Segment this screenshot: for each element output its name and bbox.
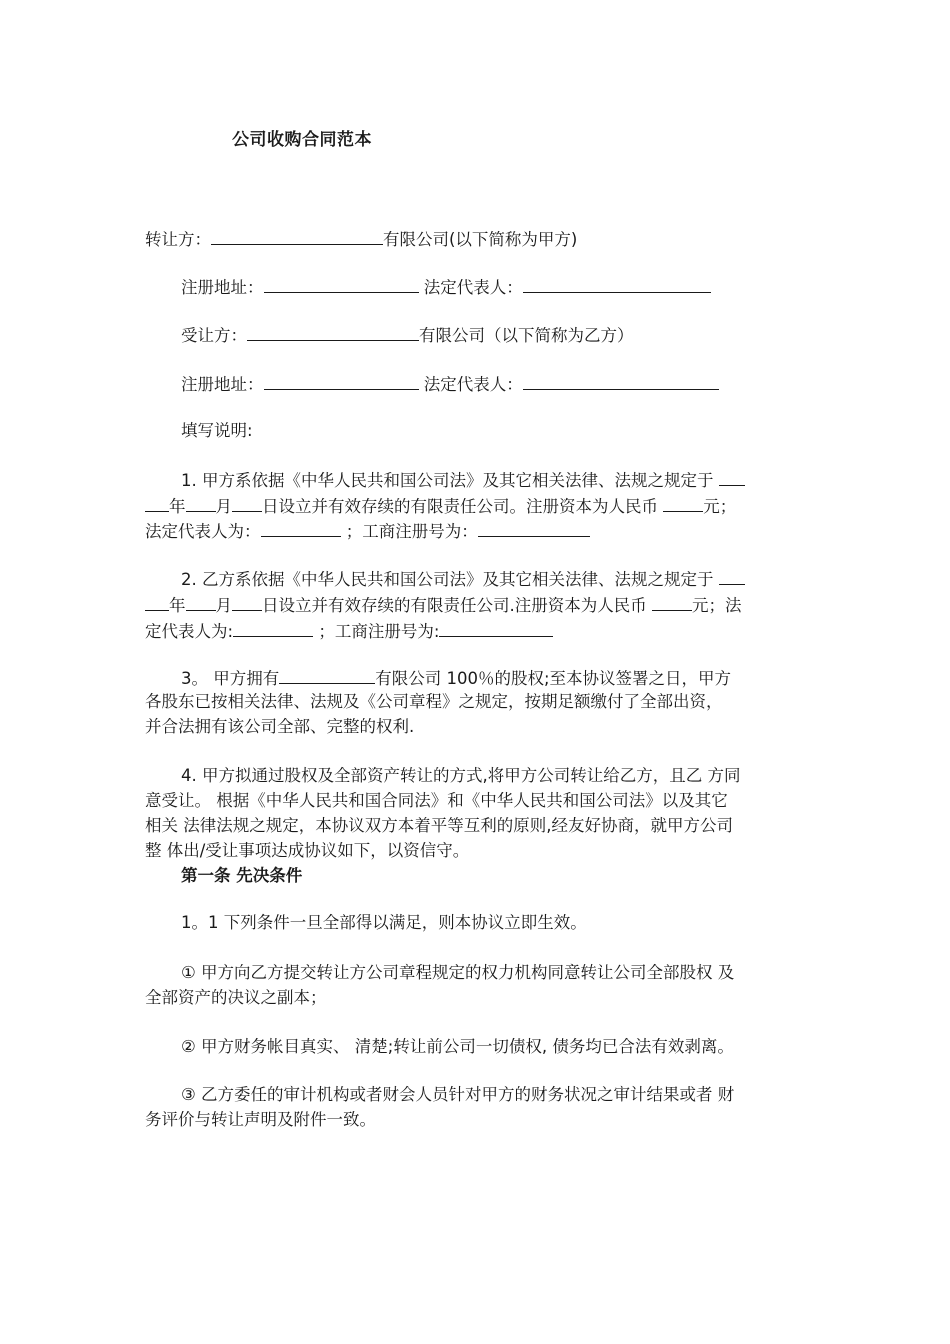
condition1-line1: ① 甲方向乙方提交转让方公司章程规定的权力机构同意转让公司全部股权 及 bbox=[181, 963, 735, 982]
item1-year-blank-b[interactable] bbox=[145, 493, 169, 512]
item2-line2 bbox=[145, 592, 805, 618]
item1-line1 bbox=[181, 467, 841, 493]
transferor-registration-line bbox=[181, 274, 841, 300]
article1-clause-1-1: 1。1 下列条件一旦全部得以满足，则本协议立即生效。 bbox=[181, 913, 587, 932]
item1-text: 1. 甲方系依据《中华人民共和国公司法》及其它相关法律、法规之规定于 bbox=[181, 471, 714, 490]
transferee-label: 受让方： bbox=[181, 326, 247, 345]
item3-prefix: 3。 甲方拥有 bbox=[181, 669, 280, 688]
transferor-rep-blank[interactable] bbox=[523, 274, 711, 293]
transferor-address-blank[interactable] bbox=[264, 274, 419, 293]
transferee-registration-line bbox=[181, 371, 841, 397]
transferee-suffix: 有限公司（以下简称为乙方） bbox=[419, 326, 634, 345]
article1-heading: 第一条 先决条件 bbox=[181, 866, 303, 885]
item2-text: 2. 乙方系依据《中华人民共和国公司法》及其它相关法律、法规之规定于 bbox=[181, 570, 714, 589]
item1-day-blank[interactable] bbox=[232, 493, 262, 512]
item2-rep-blank[interactable] bbox=[233, 618, 313, 637]
item2-reg-no-label: ；工商注册号为: bbox=[318, 622, 440, 641]
item1-line2 bbox=[145, 493, 805, 519]
item1-reg-no-label: ；工商注册号为： bbox=[345, 522, 478, 541]
item1-year-blank-a[interactable] bbox=[719, 467, 745, 486]
item2-month-blank[interactable] bbox=[186, 592, 216, 611]
item2-reg-no-blank[interactable] bbox=[439, 618, 553, 637]
item2-line1 bbox=[181, 566, 841, 592]
condition1-line2: 全部资产的决议之副本； bbox=[145, 988, 327, 1007]
reg-address-label-2: 注册地址： bbox=[181, 375, 264, 394]
item2-line3 bbox=[145, 618, 805, 644]
item1-line3 bbox=[145, 518, 805, 544]
item3-text-rest: 有限公司 100％的股权;至本协议签署之日，甲方 bbox=[375, 669, 732, 688]
item1-reg-no-blank[interactable] bbox=[478, 518, 590, 537]
transferor-label: 转让方： bbox=[145, 230, 211, 249]
fill-note: 填写说明: bbox=[181, 421, 253, 440]
item4-line4: 整 体出/受让事项达成协议如下，以资信守。 bbox=[145, 841, 470, 860]
transferor-line bbox=[145, 226, 805, 252]
legal-rep-label-2: 法定代表人： bbox=[423, 375, 523, 394]
condition3-line1: ③ 乙方委任的审计机构或者财会人员针对甲方的财务状况之审计结果或者 财 bbox=[181, 1085, 735, 1104]
item3-line1 bbox=[181, 665, 841, 691]
condition3-line2: 务评价与转让声明及附件一致。 bbox=[145, 1110, 376, 1129]
reg-address-label: 注册地址： bbox=[181, 278, 264, 297]
item2-capital-blank[interactable] bbox=[652, 592, 692, 611]
item2-year-blank-a[interactable] bbox=[719, 566, 745, 585]
transferor-name-blank[interactable] bbox=[211, 226, 383, 245]
transferee-address-blank[interactable] bbox=[264, 371, 419, 390]
item1-rep-blank[interactable] bbox=[261, 518, 341, 537]
item1-yuan-label: 元； bbox=[703, 497, 737, 516]
item3-line2: 各股东已按相关法律、法规及《公司章程》之规定，按期足额缴付了全部出资， bbox=[145, 692, 723, 711]
item2-day-text: 日设立并有效存续的有限责任公司.注册资本为人民币 bbox=[262, 596, 647, 615]
item3-line3: 并合法拥有该公司全部、完整的权利. bbox=[145, 717, 415, 736]
item2-rep-label: 定代表人为: bbox=[145, 622, 234, 641]
item4-line1: 4. 甲方拟通过股权及全部资产转让的方式,将甲方公司转让给乙方，且乙 方同 bbox=[181, 766, 741, 785]
item1-capital-blank[interactable] bbox=[663, 493, 703, 512]
transferee-name-blank[interactable] bbox=[247, 322, 419, 341]
item2-yuan-label: 元；法 bbox=[692, 596, 742, 615]
transferee-line bbox=[181, 322, 841, 348]
item1-month-blank[interactable] bbox=[186, 493, 216, 512]
condition2: ② 甲方财务帐目真实、 清楚;转让前公司一切债权, 债务均已合法有效剥离。 bbox=[181, 1037, 734, 1056]
item2-year-blank-b[interactable] bbox=[145, 592, 169, 611]
transferee-rep-blank[interactable] bbox=[523, 371, 719, 390]
item2-year-label: 年 bbox=[169, 596, 186, 615]
item2-day-blank[interactable] bbox=[232, 592, 262, 611]
item1-rep-label: 法定代表人为： bbox=[145, 522, 261, 541]
item4-line2: 意受让。 根据《中华人民共和国合同法》和《中华人民共和国公司法》以及其它 bbox=[145, 791, 728, 810]
legal-rep-label: 法定代表人： bbox=[423, 278, 523, 297]
transferor-suffix: 有限公司(以下简称为甲方) bbox=[383, 230, 578, 249]
document-title: 公司收购合同范本 bbox=[232, 130, 372, 150]
item2-month-label: 月 bbox=[215, 596, 232, 615]
item1-month-label: 月 bbox=[215, 497, 232, 516]
item1-year-label: 年 bbox=[169, 497, 186, 516]
item1-day-text: 日设立并有效存续的有限责任公司。注册资本为人民币 bbox=[262, 497, 658, 516]
item3-company-blank[interactable] bbox=[279, 665, 375, 684]
item4-line3: 相关 法律法规之规定，本协议双方本着平等互利的原则,经友好协商，就甲方公司 bbox=[145, 816, 733, 835]
